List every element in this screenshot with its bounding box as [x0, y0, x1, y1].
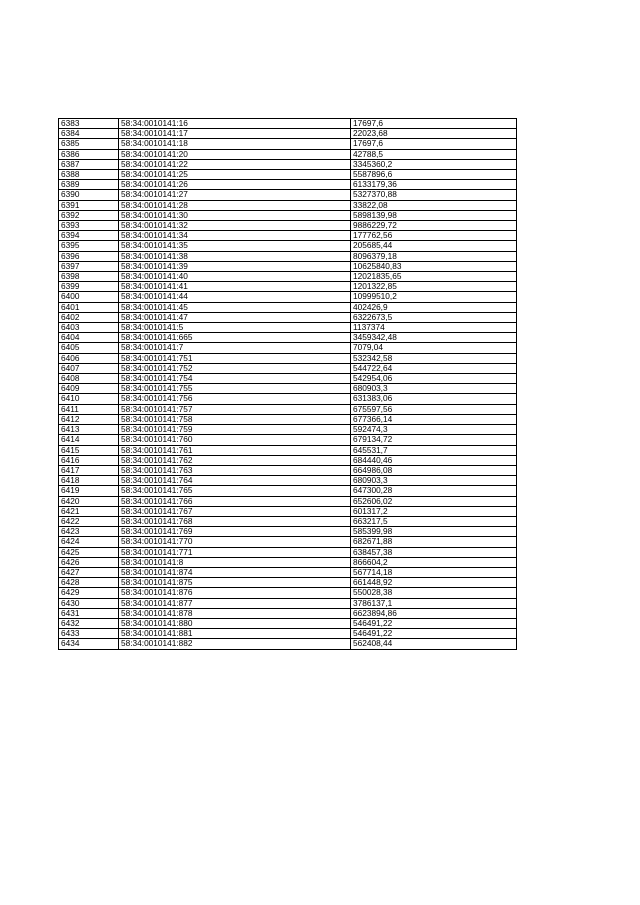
- table-row: [59, 527, 517, 537]
- value-cell: 12021835,65: [351, 272, 517, 282]
- value-cell: 585399,98: [351, 527, 517, 537]
- value-cell: 7079,04: [351, 343, 517, 353]
- value-cell: 5587896,6: [351, 170, 517, 180]
- cadastral-number-cell: 58:34:0010141:875: [119, 578, 351, 588]
- cadastral-number-cell: 58:34:0010141:758: [119, 414, 351, 424]
- row-number-cell: 6416: [59, 455, 119, 465]
- row-number-cell: 6412: [59, 414, 119, 424]
- table-row: [59, 578, 517, 588]
- table-row: [59, 159, 517, 169]
- table-row: [59, 231, 517, 241]
- table-row: [59, 139, 517, 149]
- cadastral-number-cell: 58:34:0010141:5: [119, 323, 351, 333]
- value-cell: 677366,14: [351, 414, 517, 424]
- row-number-cell: 6402: [59, 312, 119, 322]
- table-row: [59, 414, 517, 424]
- value-cell: 5898139,98: [351, 210, 517, 220]
- cadastral-number-cell: 58:34:0010141:32: [119, 221, 351, 231]
- value-cell: 6623894,86: [351, 608, 517, 618]
- value-cell: 177762,56: [351, 231, 517, 241]
- cadastral-number-cell: 58:34:0010141:45: [119, 302, 351, 312]
- table-row: [59, 404, 517, 414]
- cadastral-number-cell: 58:34:0010141:17: [119, 129, 351, 139]
- value-cell: 592474,3: [351, 425, 517, 435]
- cadastral-number-cell: 58:34:0010141:39: [119, 261, 351, 271]
- table-row: [59, 567, 517, 577]
- table-row: [59, 180, 517, 190]
- row-number-cell: 6427: [59, 567, 119, 577]
- value-cell: 661448,92: [351, 578, 517, 588]
- row-number-cell: 6425: [59, 547, 119, 557]
- table-row: [59, 302, 517, 312]
- value-cell: 567714,18: [351, 567, 517, 577]
- value-cell: 680903,3: [351, 384, 517, 394]
- table-row: [59, 506, 517, 516]
- table-row: [59, 190, 517, 200]
- cadastral-number-cell: 58:34:0010141:30: [119, 210, 351, 220]
- cadastral-number-cell: 58:34:0010141:26: [119, 180, 351, 190]
- row-number-cell: 6411: [59, 404, 119, 414]
- value-cell: 3786137,1: [351, 598, 517, 608]
- value-cell: 652606,02: [351, 496, 517, 506]
- row-number-cell: 6390: [59, 190, 119, 200]
- value-cell: 675597,56: [351, 404, 517, 414]
- cadastral-number-cell: 58:34:0010141:25: [119, 170, 351, 180]
- cadastral-number-cell: 58:34:0010141:47: [119, 312, 351, 322]
- value-cell: 6322673,5: [351, 312, 517, 322]
- row-number-cell: 6393: [59, 221, 119, 231]
- table-row: [59, 486, 517, 496]
- table-row: [59, 353, 517, 363]
- cadastral-number-cell: 58:34:0010141:755: [119, 384, 351, 394]
- table-row: [59, 272, 517, 282]
- row-number-cell: 6409: [59, 384, 119, 394]
- cadastral-number-cell: 58:34:0010141:35: [119, 241, 351, 251]
- row-number-cell: 6432: [59, 618, 119, 628]
- row-number-cell: 6413: [59, 425, 119, 435]
- table-row: [59, 618, 517, 628]
- table-row: [59, 221, 517, 231]
- cadastral-number-cell: 58:34:0010141:878: [119, 608, 351, 618]
- value-cell: 684440,46: [351, 455, 517, 465]
- row-number-cell: 6392: [59, 210, 119, 220]
- cadastral-number-cell: 58:34:0010141:764: [119, 476, 351, 486]
- cadastral-number-cell: 58:34:0010141:761: [119, 445, 351, 455]
- cadastral-number-cell: 58:34:0010141:28: [119, 200, 351, 210]
- table-row: [59, 282, 517, 292]
- row-number-cell: 6386: [59, 149, 119, 159]
- table-row: [59, 465, 517, 475]
- row-number-cell: 6434: [59, 639, 119, 649]
- row-number-cell: 6424: [59, 537, 119, 547]
- cadastral-number-cell: 58:34:0010141:765: [119, 486, 351, 496]
- value-cell: 22023,68: [351, 129, 517, 139]
- row-number-cell: 6384: [59, 129, 119, 139]
- value-cell: 42788,5: [351, 149, 517, 159]
- row-number-cell: 6397: [59, 261, 119, 271]
- row-number-cell: 6407: [59, 363, 119, 373]
- value-cell: 631383,06: [351, 394, 517, 404]
- cadastral-number-cell: 58:34:0010141:766: [119, 496, 351, 506]
- value-cell: 3459342,48: [351, 333, 517, 343]
- cadastral-number-cell: 58:34:0010141:768: [119, 516, 351, 526]
- row-number-cell: 6428: [59, 578, 119, 588]
- table-row: [59, 639, 517, 649]
- cadastral-number-cell: 58:34:0010141:770: [119, 537, 351, 547]
- table-row: [59, 455, 517, 465]
- cadastral-number-cell: 58:34:0010141:7: [119, 343, 351, 353]
- cadastral-number-cell: 58:34:0010141:880: [119, 618, 351, 628]
- row-number-cell: 6426: [59, 557, 119, 567]
- table-row: [59, 241, 517, 251]
- row-number-cell: 6405: [59, 343, 119, 353]
- value-cell: 1137374: [351, 323, 517, 333]
- cadastral-number-cell: 58:34:0010141:769: [119, 527, 351, 537]
- row-number-cell: 6429: [59, 588, 119, 598]
- value-cell: 532342,58: [351, 353, 517, 363]
- table-row: [59, 588, 517, 598]
- cadastral-number-cell: 58:34:0010141:16: [119, 119, 351, 129]
- table-row: [59, 476, 517, 486]
- table-row: [59, 425, 517, 435]
- cadastral-number-cell: 58:34:0010141:760: [119, 435, 351, 445]
- cadastral-number-cell: 58:34:0010141:874: [119, 567, 351, 577]
- row-number-cell: 6396: [59, 251, 119, 261]
- table-row: [59, 261, 517, 271]
- value-cell: 647300,28: [351, 486, 517, 496]
- table-row: [59, 323, 517, 333]
- table-row: [59, 445, 517, 455]
- row-number-cell: 6431: [59, 608, 119, 618]
- cadastral-number-cell: 58:34:0010141:882: [119, 639, 351, 649]
- cadastral-number-cell: 58:34:0010141:767: [119, 506, 351, 516]
- value-cell: 8096379,18: [351, 251, 517, 261]
- value-cell: 17697,6: [351, 139, 517, 149]
- value-cell: 546491,22: [351, 629, 517, 639]
- table-row: [59, 547, 517, 557]
- cadastral-number-cell: 58:34:0010141:877: [119, 598, 351, 608]
- row-number-cell: 6395: [59, 241, 119, 251]
- row-number-cell: 6422: [59, 516, 119, 526]
- row-number-cell: 6403: [59, 323, 119, 333]
- table-row: [59, 363, 517, 373]
- row-number-cell: 6423: [59, 527, 119, 537]
- value-cell: 542954,06: [351, 374, 517, 384]
- cadastral-number-cell: 58:34:0010141:876: [119, 588, 351, 598]
- table-row: [59, 374, 517, 384]
- value-cell: 10999510,2: [351, 292, 517, 302]
- row-number-cell: 6433: [59, 629, 119, 639]
- row-number-cell: 6385: [59, 139, 119, 149]
- row-number-cell: 6388: [59, 170, 119, 180]
- table-row: [59, 435, 517, 445]
- cadastral-number-cell: 58:34:0010141:38: [119, 251, 351, 261]
- table-row: [59, 343, 517, 353]
- table-row: [59, 384, 517, 394]
- cadastral-number-cell: 58:34:0010141:8: [119, 557, 351, 567]
- table-row: [59, 516, 517, 526]
- row-number-cell: 6401: [59, 302, 119, 312]
- cadastral-number-cell: 58:34:0010141:18: [119, 139, 351, 149]
- value-cell: 663217,5: [351, 516, 517, 526]
- cadastral-number-cell: 58:34:0010141:752: [119, 363, 351, 373]
- cadastral-number-cell: 58:34:0010141:22: [119, 159, 351, 169]
- table-row: [59, 210, 517, 220]
- table-row: [59, 333, 517, 343]
- value-cell: 205685,44: [351, 241, 517, 251]
- value-cell: 544722,64: [351, 363, 517, 373]
- cadastral-number-cell: 58:34:0010141:27: [119, 190, 351, 200]
- table-row: [59, 129, 517, 139]
- value-cell: 17697,6: [351, 119, 517, 129]
- cadastral-number-cell: 58:34:0010141:763: [119, 465, 351, 475]
- value-cell: 645531,7: [351, 445, 517, 455]
- row-number-cell: 6389: [59, 180, 119, 190]
- value-cell: 866604,2: [351, 557, 517, 567]
- cadastral-number-cell: 58:34:0010141:881: [119, 629, 351, 639]
- cadastral-number-cell: 58:34:0010141:754: [119, 374, 351, 384]
- row-number-cell: 6415: [59, 445, 119, 455]
- cadastral-number-cell: 58:34:0010141:44: [119, 292, 351, 302]
- cadastral-number-cell: 58:34:0010141:665: [119, 333, 351, 343]
- table-row: [59, 149, 517, 159]
- row-number-cell: 6400: [59, 292, 119, 302]
- table-body: [59, 119, 517, 650]
- cadastral-number-cell: 58:34:0010141:756: [119, 394, 351, 404]
- table-row: [59, 170, 517, 180]
- table-row: [59, 608, 517, 618]
- row-number-cell: 6398: [59, 272, 119, 282]
- row-number-cell: 6421: [59, 506, 119, 516]
- row-number-cell: 6391: [59, 200, 119, 210]
- table-row: [59, 598, 517, 608]
- value-cell: 601317,2: [351, 506, 517, 516]
- value-cell: 562408,44: [351, 639, 517, 649]
- value-cell: 402426,9: [351, 302, 517, 312]
- cadastral-number-cell: 58:34:0010141:751: [119, 353, 351, 363]
- table-row: [59, 292, 517, 302]
- cadastral-number-cell: 58:34:0010141:34: [119, 231, 351, 241]
- table-row: [59, 119, 517, 129]
- row-number-cell: 6410: [59, 394, 119, 404]
- cadastral-number-cell: 58:34:0010141:40: [119, 272, 351, 282]
- value-cell: 680903,3: [351, 476, 517, 486]
- table-row: [59, 394, 517, 404]
- value-cell: 682671,88: [351, 537, 517, 547]
- row-number-cell: 6430: [59, 598, 119, 608]
- row-number-cell: 6394: [59, 231, 119, 241]
- table-row: [59, 557, 517, 567]
- value-cell: 550028,38: [351, 588, 517, 598]
- row-number-cell: 6418: [59, 476, 119, 486]
- row-number-cell: 6414: [59, 435, 119, 445]
- table-row: [59, 251, 517, 261]
- value-cell: 664986,08: [351, 465, 517, 475]
- cadastral-number-cell: 58:34:0010141:771: [119, 547, 351, 557]
- cadastral-number-cell: 58:34:0010141:20: [119, 149, 351, 159]
- value-cell: 3345360,2: [351, 159, 517, 169]
- table-row: [59, 629, 517, 639]
- row-number-cell: 6408: [59, 374, 119, 384]
- value-cell: 6133179,36: [351, 180, 517, 190]
- value-cell: 546491,22: [351, 618, 517, 628]
- row-number-cell: 6417: [59, 465, 119, 475]
- cadastral-number-cell: 58:34:0010141:757: [119, 404, 351, 414]
- table-row: [59, 200, 517, 210]
- cadastral-value-table: [58, 118, 517, 650]
- table-row: [59, 312, 517, 322]
- value-cell: 5327370,88: [351, 190, 517, 200]
- table-row: [59, 496, 517, 506]
- row-number-cell: 6383: [59, 119, 119, 129]
- value-cell: 679134,72: [351, 435, 517, 445]
- row-number-cell: 6399: [59, 282, 119, 292]
- value-cell: 1201322,85: [351, 282, 517, 292]
- value-cell: 10625840,83: [351, 261, 517, 271]
- value-cell: 638457,38: [351, 547, 517, 557]
- row-number-cell: 6404: [59, 333, 119, 343]
- cadastral-number-cell: 58:34:0010141:759: [119, 425, 351, 435]
- row-number-cell: 6420: [59, 496, 119, 506]
- row-number-cell: 6406: [59, 353, 119, 363]
- cadastral-number-cell: 58:34:0010141:41: [119, 282, 351, 292]
- value-cell: 33822,08: [351, 200, 517, 210]
- table-row: [59, 537, 517, 547]
- row-number-cell: 6387: [59, 159, 119, 169]
- row-number-cell: 6419: [59, 486, 119, 496]
- value-cell: 9886229,72: [351, 221, 517, 231]
- cadastral-number-cell: 58:34:0010141:762: [119, 455, 351, 465]
